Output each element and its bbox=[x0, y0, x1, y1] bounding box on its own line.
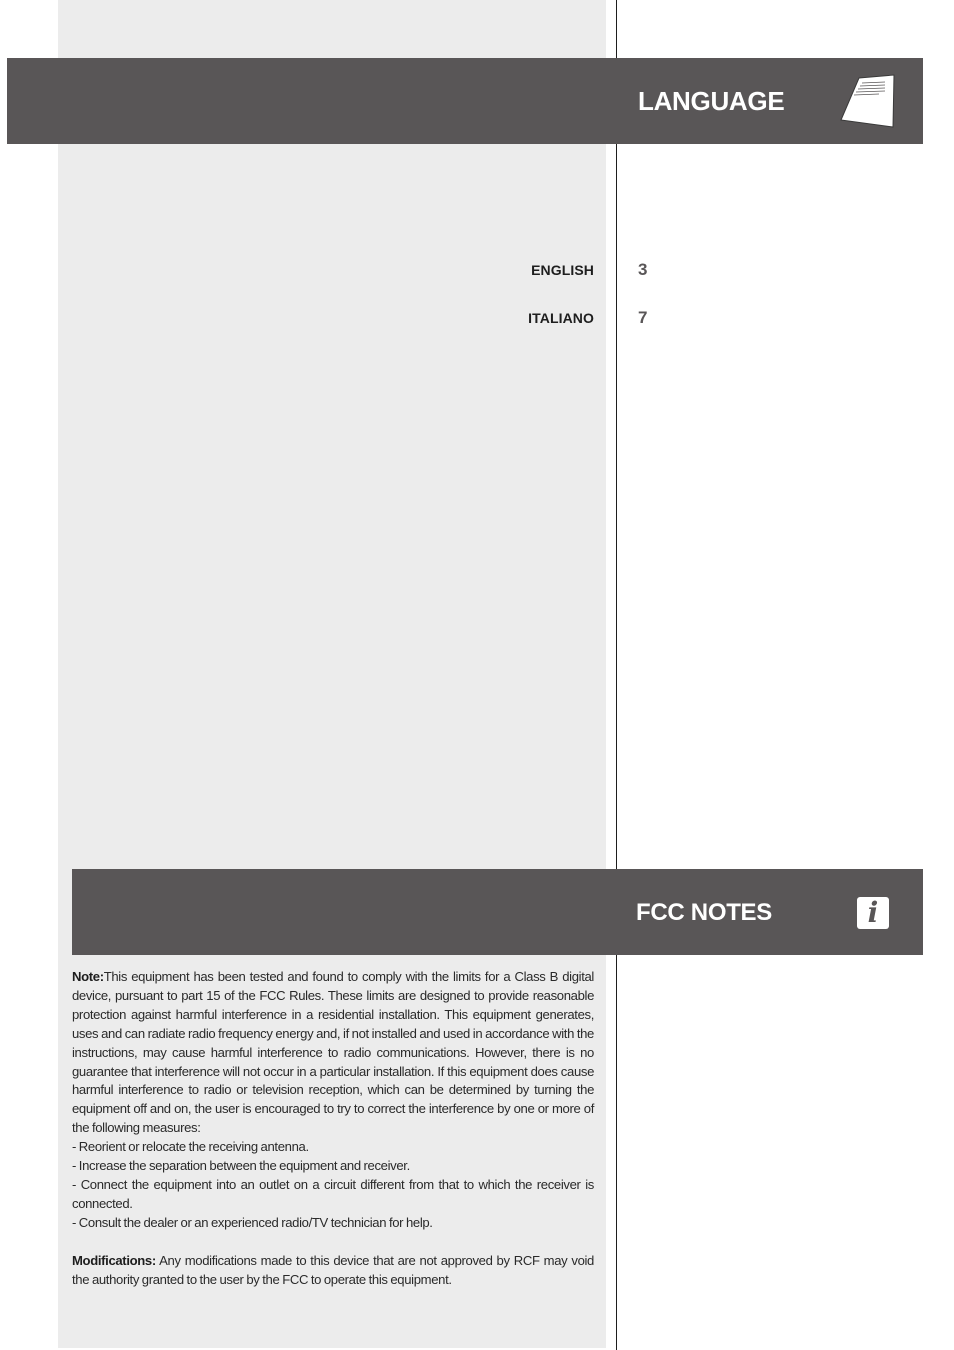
language-header-band bbox=[7, 58, 923, 144]
note-label: Note: bbox=[72, 969, 104, 984]
language-entry-english[interactable]: ENGLISH bbox=[531, 262, 594, 278]
language-title: LANGUAGE bbox=[638, 86, 785, 116]
column-divider bbox=[616, 0, 617, 1350]
note-text: This equipment has been tested and found to comply with the limits for a Class B digital device, pursuant to part 15 of the FCC Rules. These limits are designed to provide reasonable protection against harmful interference in a residential installation. This equipment generates, uses and can radiate radio frequency energy and, if not installed and used in accordance with the instructions, may cause harmful interference to radio communications. However, there is no guarantee that interference will not occur in a particular installation. If this equipment does cause harmful interference to radio or television reception, which can be determined by turning the equipment off and on, the user is encouraged to try to correct the interference by one or more of the following measures: bbox=[72, 969, 594, 1136]
fcc-notes-body bbox=[72, 968, 594, 1290]
language-page-english[interactable]: 3 bbox=[638, 260, 648, 279]
modifications-paragraph bbox=[72, 1252, 594, 1290]
measure-item: - Increase the separation between the equipment and receiver. bbox=[72, 1158, 410, 1174]
modifications-label: Modifications: bbox=[72, 1252, 156, 1268]
fcc-header-band bbox=[72, 869, 923, 955]
document-icon bbox=[839, 74, 895, 128]
paragraph-gap bbox=[72, 1233, 594, 1252]
fcc-title: FCC NOTES bbox=[636, 899, 772, 926]
measure-item: - Reorient or relocate the receiving antenna. bbox=[72, 1139, 309, 1155]
modifications-text: Any modifications made to this device that are not approved by RCF may void the authority granted to the user by the FCC to operate this equipment. bbox=[72, 1252, 594, 1287]
info-icon: i bbox=[857, 897, 889, 929]
language-page-italiano[interactable]: 7 bbox=[638, 308, 648, 327]
measure-item: - Consult the dealer or an experienced radio/TV technician for help. bbox=[72, 1214, 433, 1230]
language-entry-italiano[interactable]: ITALIANO bbox=[528, 310, 594, 326]
measure-item: - Connect the equipment into an outlet on a circuit different from that to which the receiver is connected. bbox=[72, 1176, 594, 1211]
fcc-note-paragraph bbox=[72, 968, 594, 1138]
